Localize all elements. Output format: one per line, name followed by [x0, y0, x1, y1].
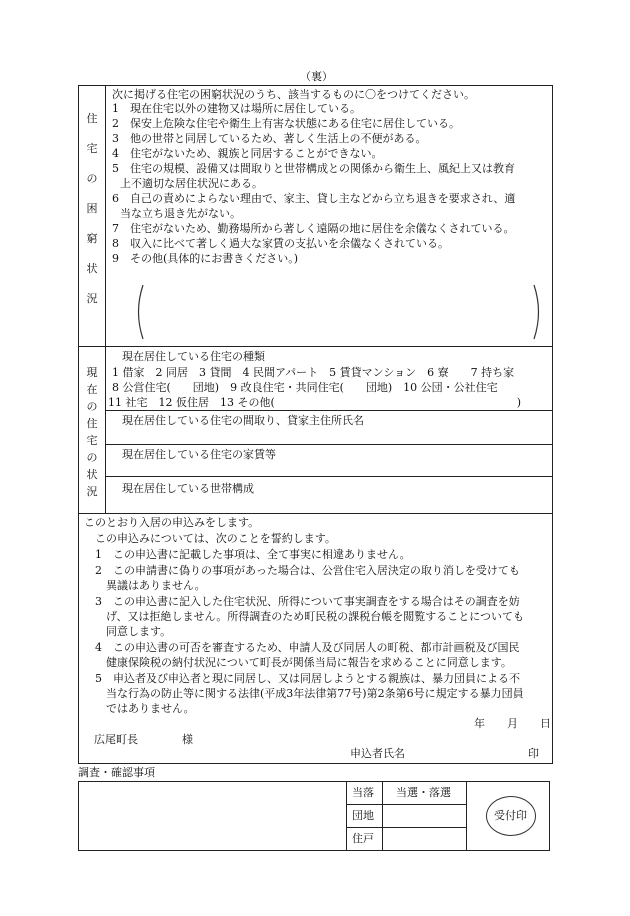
condition-item: 7 住宅がないため、勤務場所から著しく遠隔の地に居住を余儀なくされている。 — [112, 222, 515, 235]
left-paren-mark — [132, 283, 146, 341]
section2-side-label: 現 在 の 住 宅 の 状 況 — [86, 366, 98, 498]
section1-intro: 次に掲げる住宅の困窮状況のうち、該当するものに〇をつけてください。 — [112, 88, 475, 101]
investigation-row-divider — [346, 827, 466, 828]
date-field[interactable]: 年 月 日 — [474, 717, 551, 730]
result-label: 当落 — [352, 786, 374, 799]
housing-type-options[interactable]: 11 社宅 12 仮住居 13 その他( ) — [108, 396, 522, 409]
condition-item: 当な立ち退き先がない。 — [120, 207, 241, 220]
condition-item: 1 現在住宅以外の建物又は場所に居住している。 — [112, 102, 361, 115]
investigation-divider — [346, 781, 347, 851]
investigation-divider — [466, 781, 467, 851]
condition-item: 2 保安上危険な住宅や衛生上有害な状態にある住宅に居住している。 — [112, 117, 460, 130]
housing-type-title: 現在居住している住宅の種類 — [122, 350, 265, 363]
pledge-line: 4 この申込書の可否を審査するため、申請人及び同居人の町税、都市計画税及び国民 — [84, 641, 520, 654]
pledge-line: この申込みについては、次のことを誓約します。 — [84, 532, 336, 545]
pledge-line: 5 申込者及び申込者と現に同居し、又は同居しようとする親族は、暴力団員による不 — [84, 672, 520, 685]
investigation-box[interactable] — [78, 781, 550, 851]
other-details-input[interactable] — [135, 285, 540, 337]
investigation-divider — [382, 781, 383, 851]
pledge-line: 異議はありません。 — [84, 579, 206, 592]
housing-type-options[interactable]: 1 借家 2 同居 3 貸間 4 民間アパート 5 賃貸マンション 6 寮 7 持ち家 — [112, 366, 515, 379]
pledge-line: 2 この申請書に偽りの事項があった場合は、公営住宅入居決定の取り消しを受けても — [84, 564, 520, 577]
household-field[interactable]: 現在居住している世帯構成 — [122, 482, 254, 495]
section1-divider — [105, 85, 106, 513]
investigation-row-divider — [346, 804, 466, 805]
housing-type-options[interactable]: 8 公営住宅( 団地) 9 改良住宅・共同住宅( 団地) 10 公団・公社住宅 — [112, 381, 498, 394]
row-divider — [105, 444, 553, 445]
row-divider — [105, 476, 553, 477]
pledge-line: 当な行為の防止等に関する法律(平成3年法律第77号)第2条第6号に規定する暴力団員 — [84, 687, 524, 700]
pledge-line: げ、又は拒絶しません。所得調査のため町民税の課税台帳を閲覧することについても — [84, 610, 524, 623]
pledge-line: 健康保険税の納付状況について町長が関係当局に報告を求めることに同意します。 — [84, 656, 512, 669]
pledge-line: このとおり入居の申込みをします。 — [84, 516, 260, 529]
seal-mark: 印 — [528, 747, 539, 760]
pledge-line: 同意します。 — [84, 625, 172, 638]
layout-landlord-field[interactable]: 現在居住している住宅の間取り、貸家主住所氏名 — [122, 414, 364, 427]
section1-bottom — [78, 346, 553, 347]
row-divider — [105, 410, 553, 411]
condition-item: 6 自己の責めによらない理由で、家主、貸し主などから立ち退きを要求され、適 — [112, 192, 516, 205]
page-header: （裏） — [300, 70, 333, 83]
condition-item: 8 収入に比べて著しく過大な家賃の支払いを余儀なくされている。 — [112, 237, 449, 250]
rent-field[interactable]: 現在居住している住宅の家賃等 — [122, 448, 276, 461]
applicant-name-field[interactable]: 申込者氏名 — [350, 747, 405, 760]
investigation-title: 調査・確認事項 — [78, 766, 155, 779]
condition-item: 3 他の世帯と同居しているため、著しく生活上の不便がある。 — [112, 132, 427, 145]
unit-label: 住戸 — [352, 832, 374, 845]
condition-item: 上不適切な居住状況にある。 — [120, 177, 263, 190]
pledge-line: 1 この申込書に記載した事項は、全て事実に相違ありません。 — [84, 548, 411, 561]
right-paren-mark — [531, 283, 545, 341]
reception-stamp-label: 受付印 — [494, 809, 527, 822]
result-options[interactable]: 当選・落選 — [396, 786, 451, 799]
condition-item: 4 住宅がないため、親族と同居することができない。 — [112, 147, 383, 160]
pledge-line: ではありません。 — [84, 702, 195, 715]
complex-label: 団地 — [352, 809, 374, 822]
pledge-line: 3 この申込書に記入した住宅状況、所得について事実調査をする場合はその調査を妨 — [84, 595, 520, 608]
section1-side-label: 住 宅 の 困 窮 状 況 — [86, 112, 98, 305]
addressee: 広尾町長 様 — [94, 733, 193, 746]
section2-bottom — [78, 513, 553, 514]
condition-item: 9 その他(具体的にお書きください。) — [112, 252, 299, 265]
condition-item: 5 住宅の規模、設備又は間取りと世帯構成との関係から衛生上、風紀上又は教育 — [112, 162, 515, 175]
